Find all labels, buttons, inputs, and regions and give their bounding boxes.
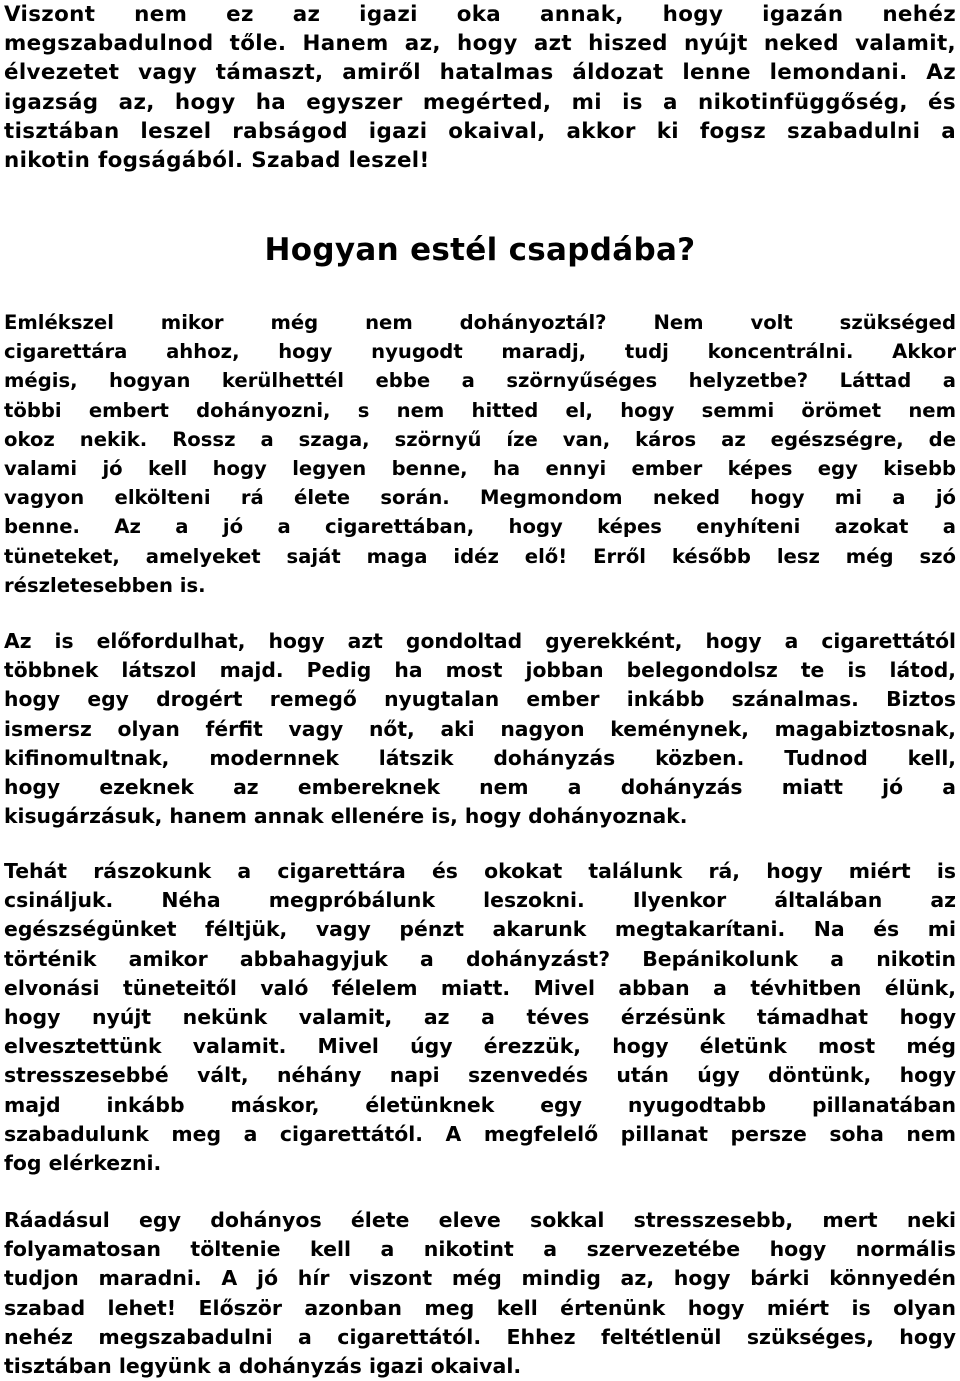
text-line: élvezetet vagy támaszt, amiről hatalmas áldozat lenne lemondani. Az [4,60,956,86]
text-line: csináljuk. Néha megpróbálunk leszokni. Ilyenkor általában az [4,888,956,913]
text-line: megszabadulnod tőle. Hanem az, hogy azt hiszed nyújt neked valamit, [4,31,956,57]
text-line: igazság az, hogy ha egyszer megérted, mi is a nikotinfüggőség, és [4,89,956,115]
text-line: Az is előfordulhat, hogy azt gondoltad gyerekként, hogy a cigarettától [4,629,956,653]
intro-paragraph [4,0,956,175]
text-line: fog elérkezni. [4,1150,162,1175]
text-line: egészségünket féltjük, vagy pénzt akarunk megtakarítani. Na és mi [4,917,956,942]
text-line: kisugárzásuk, hanem annak ellenére is, hogy dohányoznak. [4,804,688,829]
text-line: hogy egy drogért remegő nyugtalan ember inkább szánalmas. Biztos [4,687,956,712]
text-line: Emlékszel mikor még nem dohányoztál? Nem volt szükséged [4,311,956,334]
paragraph-1 [4,308,956,600]
text-line: tudjon maradni. A jó hír viszont még mindig az, hogy bárki könnyedén [4,1266,956,1291]
text-line: történik amikor abbahagyjuk a dohányzást? Bepánikolunk a nikotin [4,946,956,971]
text-line: többnek látszol majd. Pedig ha most jobban belegondolsz te is látod, [4,658,956,683]
text-line: okoz nekik. Rossz a szaga, szörnyű íze van, káros az egészségre, de [4,427,956,451]
paragraph-4 [4,1206,956,1381]
text-line: részletesebben is. [4,573,206,597]
text-line: tüneteket, amelyeket saját maga idéz elő! Erről később lesz még szó [4,544,956,568]
text-line: tisztában legyünk a dohányzás igazi okaival. [4,1353,522,1378]
section-heading: Hogyan estél csapdába? [264,232,696,268]
text-line: mégis, hogyan kerülhettél ebbe a szörnyűséges helyzetbe? Láttad a [4,369,956,393]
text-line: benne. Az a jó a cigarettában, hogy képes enyhíteni azokat a [4,515,956,539]
text-line: szabad lehet! Először azonban meg kell értenünk hogy miért is olyan [4,1295,956,1320]
text-line: elvonási tüneteitől való félelem miatt. Mivel abban a tévhitben élünk, [4,975,956,1000]
paragraph-2 [4,627,956,831]
text-line: nikotin fogságából. Szabad leszel! [4,147,430,173]
text-line: folyamatosan töltenie kell a nikotint a szervezetébe hogy normális [4,1237,956,1262]
text-line: nehéz megszabadulni a cigarettától. Ehhez feltétlenül szükséges, hogy [4,1324,956,1349]
text-line: tisztában leszel rabságod igazi okaival, akkor ki fogsz szabadulni a [4,118,956,144]
text-line: kifinomultnak, modernnek látszik dohányzás közben. Tudnod kell, [4,745,956,770]
paragraph-3 [4,857,956,1178]
text-line: hogy ezeknek az embereknek nem a dohányzás miatt jó a [4,774,956,799]
text-line: szabadulunk meg a cigarettától. A megfelelő pillanat persze soha nem [4,1121,956,1146]
text-line: cigarettára ahhoz, hogy nyugodt maradj, tudj koncentrálni. Akkor [4,340,956,364]
text-line: vagyon elkölteni rá élete során. Megmondom neked hogy mi a jó [4,486,956,510]
text-line: stresszesebbé vált, néhány napi szenvedés után úgy döntünk, hogy [4,1063,956,1088]
text-line: valami jó kell hogy legyen benne, ha ennyi ember képes egy kisebb [4,456,956,480]
text-line: hogy nyújt nekünk valamit, az a téves érzésünk támadhat hogy [4,1004,956,1029]
text-line: ismersz olyan férfit vagy nőt, aki nagyon keménynek, magabiztosnak, [4,716,956,741]
text-line: Viszont nem ez az igazi oka annak, hogy igazán nehéz [4,2,956,27]
text-line: elvesztettünk valamit. Mivel úgy érezzük, hogy életünk most még [4,1034,956,1059]
text-line: Ráadásul egy dohányos élete eleve sokkal stresszesebb, mert neki [4,1208,956,1232]
text-line: Tehát rászokunk a cigarettára és okokat találunk rá, hogy miért is [4,859,956,883]
text-line: majd inkább máskor, életünknek egy nyugodtabb pillanatában [4,1092,956,1117]
text-line: többi embert dohányozni, s nem hitted el, hogy semmi örömet nem [4,398,956,422]
